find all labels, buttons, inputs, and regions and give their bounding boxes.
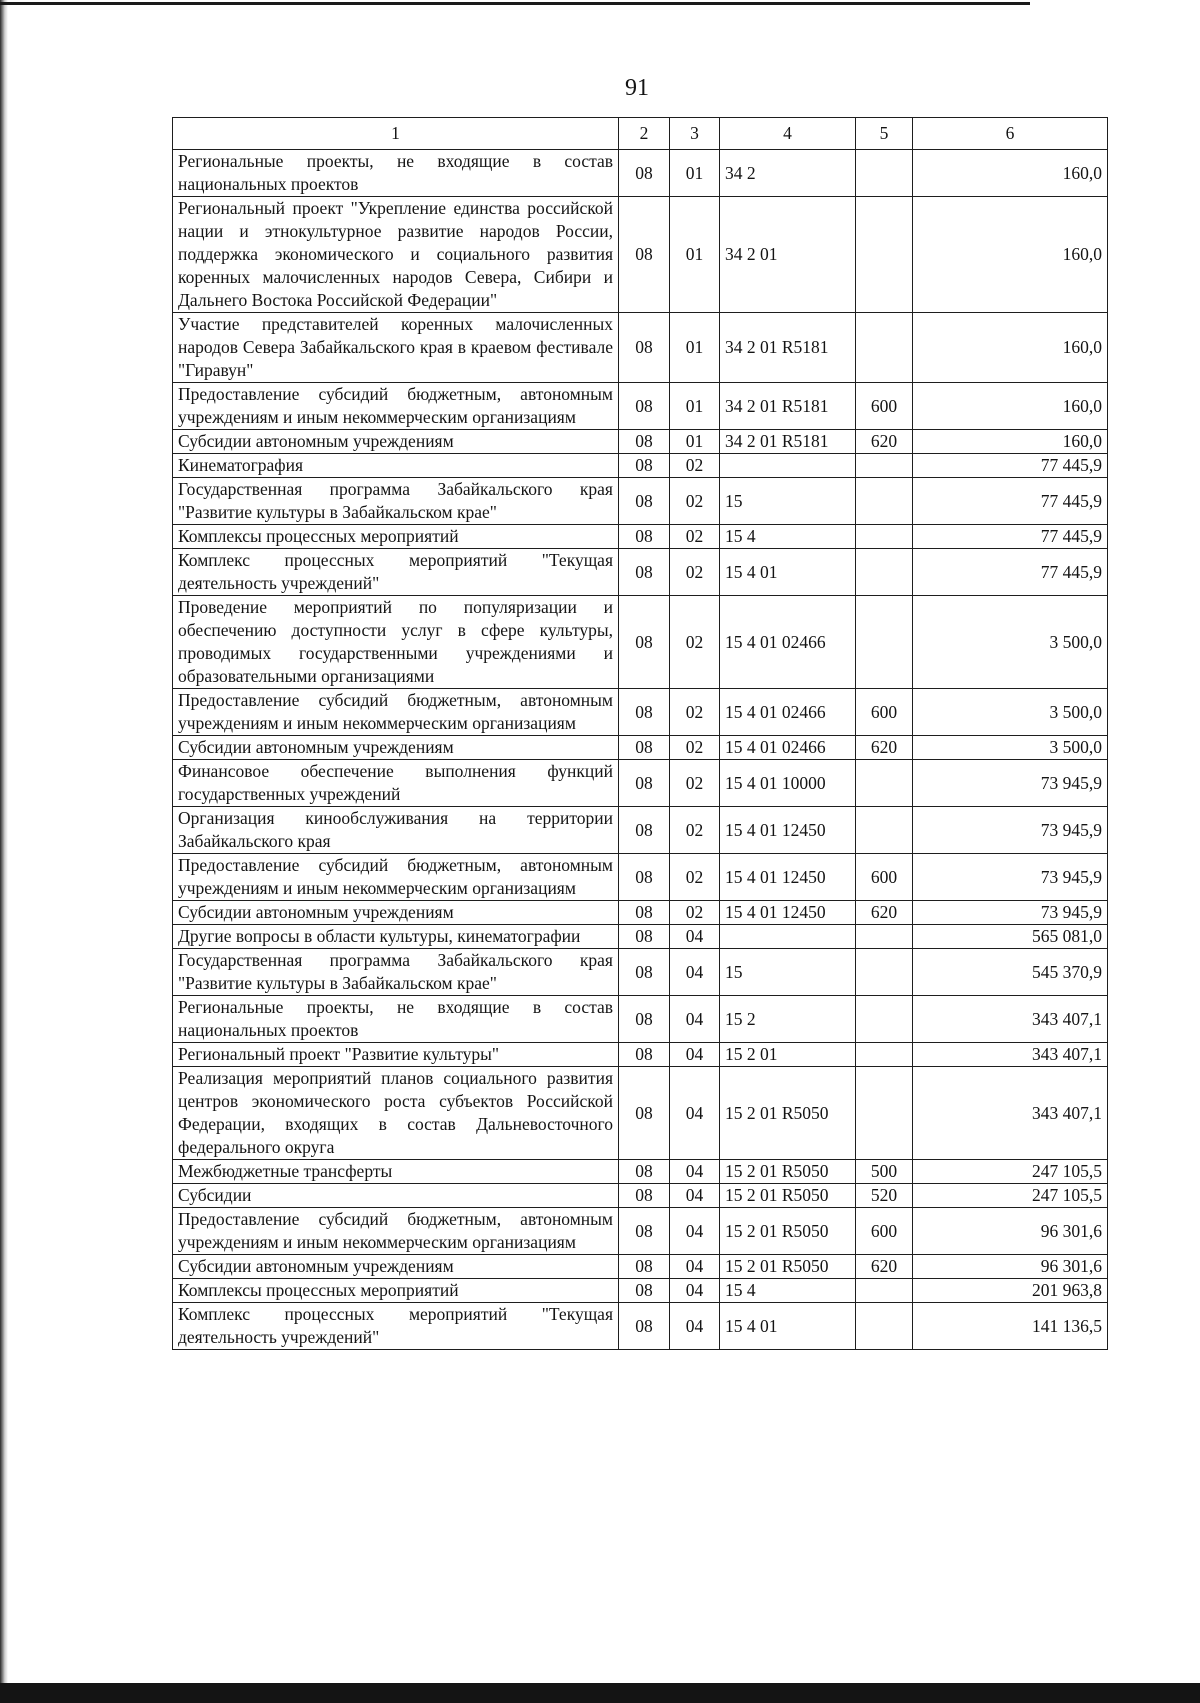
table-row: [173, 383, 1108, 430]
table-row: [173, 760, 1108, 807]
target-code-cell: 15 4 01 12450: [720, 901, 856, 925]
table-row: [173, 1160, 1108, 1184]
chapter-cell: 08: [619, 313, 670, 383]
target-code-cell: 15 4 01 02466: [720, 596, 856, 689]
chapter-cell: 08: [619, 1184, 670, 1208]
expense-type-cell: [856, 596, 913, 689]
target-code-cell: 15 2 01: [720, 1043, 856, 1067]
subsection-cell: 02: [670, 901, 720, 925]
row-name-cell: Проведение мероприятий по популяризации и обеспечению доступности услуг в сфере культуры, проводимых государственными учреждениями и образовательными организациями: [173, 596, 619, 689]
table-row: [173, 925, 1108, 949]
expense-type-cell: [856, 949, 913, 996]
chapter-cell: 08: [619, 454, 670, 478]
column-header-1: 1: [173, 118, 619, 150]
table-row: [173, 197, 1108, 313]
expense-type-cell: 600: [856, 689, 913, 736]
expense-type-cell: [856, 996, 913, 1043]
expense-type-cell: 600: [856, 1208, 913, 1255]
target-code-cell: 34 2 01 R5181: [720, 313, 856, 383]
expense-type-cell: [856, 197, 913, 313]
table-header: [173, 118, 1108, 150]
row-name-cell: Субсидии автономным учреждениям: [173, 901, 619, 925]
row-name-cell: Участие представителей коренных малочисленных народов Севера Забайкальского края в краевом фестивале "Гиравун": [173, 313, 619, 383]
table-row: [173, 1279, 1108, 1303]
subsection-cell: 02: [670, 596, 720, 689]
amount-cell: 3 500,0: [913, 736, 1108, 760]
row-name-cell: Предоставление субсидий бюджетным, автономным учреждениям и иным некоммерческим организациям: [173, 689, 619, 736]
amount-cell: 247 105,5: [913, 1184, 1108, 1208]
expense-type-cell: [856, 807, 913, 854]
target-code-cell: 34 2 01 R5181: [720, 383, 856, 430]
amount-cell: 73 945,9: [913, 901, 1108, 925]
subsection-cell: 04: [670, 1208, 720, 1255]
target-code-cell: 15 4: [720, 1279, 856, 1303]
amount-cell: 160,0: [913, 150, 1108, 197]
row-name-cell: Субсидии автономным учреждениям: [173, 1255, 619, 1279]
table-row: [173, 854, 1108, 901]
target-code-cell: 15 2 01 R5050: [720, 1067, 856, 1160]
expense-type-cell: [856, 760, 913, 807]
expense-type-cell: 600: [856, 854, 913, 901]
row-name-cell: Реализация мероприятий планов социального развития центров экономического роста субъектов Российской Федерации, входящих в состав Дальневосточного федерального округа: [173, 1067, 619, 1160]
chapter-cell: 08: [619, 1160, 670, 1184]
chapter-cell: 08: [619, 925, 670, 949]
expense-type-cell: [856, 150, 913, 197]
expense-type-cell: [856, 1303, 913, 1350]
expense-type-cell: [856, 925, 913, 949]
table-row: [173, 478, 1108, 525]
amount-cell: 160,0: [913, 430, 1108, 454]
table-row: [173, 150, 1108, 197]
table-row: [173, 1303, 1108, 1350]
header-row: [173, 118, 1108, 150]
table-row: [173, 996, 1108, 1043]
subsection-cell: 04: [670, 1184, 720, 1208]
chapter-cell: 08: [619, 478, 670, 525]
subsection-cell: 04: [670, 1279, 720, 1303]
target-code-cell: 15 2 01 R5050: [720, 1208, 856, 1255]
amount-cell: 3 500,0: [913, 596, 1108, 689]
row-name-cell: Предоставление субсидий бюджетным, автономным учреждениям и иным некоммерческим организациям: [173, 383, 619, 430]
subsection-cell: 04: [670, 1303, 720, 1350]
table-row: [173, 736, 1108, 760]
row-name-cell: Предоставление субсидий бюджетным, автономным учреждениям и иным некоммерческим организациям: [173, 854, 619, 901]
amount-cell: 73 945,9: [913, 760, 1108, 807]
amount-cell: 141 136,5: [913, 1303, 1108, 1350]
table-row: [173, 807, 1108, 854]
subsection-cell: 02: [670, 525, 720, 549]
amount-cell: 565 081,0: [913, 925, 1108, 949]
target-code-cell: 15 2: [720, 996, 856, 1043]
subsection-cell: 04: [670, 1067, 720, 1160]
subsection-cell: 04: [670, 996, 720, 1043]
expense-type-cell: 620: [856, 901, 913, 925]
row-name-cell: Финансовое обеспечение выполнения функций государственных учреждений: [173, 760, 619, 807]
expense-type-cell: 620: [856, 736, 913, 760]
target-code-cell: 15: [720, 949, 856, 996]
table-row: [173, 689, 1108, 736]
expense-type-cell: [856, 1043, 913, 1067]
chapter-cell: 08: [619, 1279, 670, 1303]
expense-type-cell: [856, 478, 913, 525]
amount-cell: 343 407,1: [913, 1043, 1108, 1067]
amount-cell: 3 500,0: [913, 689, 1108, 736]
expense-type-cell: [856, 1067, 913, 1160]
amount-cell: 247 105,5: [913, 1160, 1108, 1184]
target-code-cell: 15 4 01: [720, 1303, 856, 1350]
target-code-cell: 15 2 01 R5050: [720, 1255, 856, 1279]
subsection-cell: 01: [670, 150, 720, 197]
table-row: [173, 549, 1108, 596]
table-row: [173, 901, 1108, 925]
target-code-cell: 34 2: [720, 150, 856, 197]
target-code-cell: 15 4 01 12450: [720, 807, 856, 854]
column-header-4: 4: [720, 118, 856, 150]
chapter-cell: 08: [619, 1303, 670, 1350]
target-code-cell: 34 2 01: [720, 197, 856, 313]
amount-cell: 73 945,9: [913, 807, 1108, 854]
target-code-cell: [720, 925, 856, 949]
expense-type-cell: 620: [856, 430, 913, 454]
table-row: [173, 454, 1108, 478]
subsection-cell: 02: [670, 760, 720, 807]
page-number: 91: [625, 75, 649, 101]
amount-cell: 77 445,9: [913, 478, 1108, 525]
chapter-cell: 08: [619, 901, 670, 925]
chapter-cell: 08: [619, 525, 670, 549]
target-code-cell: [720, 454, 856, 478]
chapter-cell: 08: [619, 736, 670, 760]
scan-left-edge: [0, 0, 8, 1703]
chapter-cell: 08: [619, 854, 670, 901]
target-code-cell: 15: [720, 478, 856, 525]
table-body: [173, 150, 1108, 1350]
row-name-cell: Комплексы процессных мероприятий: [173, 1279, 619, 1303]
target-code-cell: 15 2 01 R5050: [720, 1184, 856, 1208]
amount-cell: 160,0: [913, 383, 1108, 430]
subsection-cell: 02: [670, 689, 720, 736]
row-name-cell: Субсидии автономным учреждениям: [173, 430, 619, 454]
target-code-cell: 15 4 01 02466: [720, 689, 856, 736]
chapter-cell: 08: [619, 760, 670, 807]
subsection-cell: 04: [670, 1160, 720, 1184]
target-code-cell: 15 2 01 R5050: [720, 1160, 856, 1184]
amount-cell: 96 301,6: [913, 1208, 1108, 1255]
row-name-cell: Предоставление субсидий бюджетным, автономным учреждениям и иным некоммерческим организациям: [173, 1208, 619, 1255]
chapter-cell: 08: [619, 596, 670, 689]
amount-cell: 343 407,1: [913, 1067, 1108, 1160]
budget-table: [172, 117, 1108, 1350]
table-row: [173, 949, 1108, 996]
table-row: [173, 1184, 1108, 1208]
amount-cell: 343 407,1: [913, 996, 1108, 1043]
expense-type-cell: 500: [856, 1160, 913, 1184]
target-code-cell: 15 4 01 10000: [720, 760, 856, 807]
row-name-cell: Комплекс процессных мероприятий "Текущая деятельность учреждений": [173, 1303, 619, 1350]
subsection-cell: 04: [670, 949, 720, 996]
expense-type-cell: 520: [856, 1184, 913, 1208]
chapter-cell: 08: [619, 1208, 670, 1255]
subsection-cell: 01: [670, 383, 720, 430]
target-code-cell: 15 4 01: [720, 549, 856, 596]
subsection-cell: 01: [670, 430, 720, 454]
subsection-cell: 02: [670, 549, 720, 596]
subsection-cell: 02: [670, 736, 720, 760]
target-code-cell: 34 2 01 R5181: [720, 430, 856, 454]
subsection-cell: 04: [670, 1043, 720, 1067]
chapter-cell: 08: [619, 996, 670, 1043]
target-code-cell: 15 4 01 12450: [720, 854, 856, 901]
amount-cell: 160,0: [913, 197, 1108, 313]
target-code-cell: 15 4 01 02466: [720, 736, 856, 760]
target-code-cell: 15 4: [720, 525, 856, 549]
subsection-cell: 01: [670, 197, 720, 313]
chapter-cell: 08: [619, 383, 670, 430]
row-name-cell: Государственная программа Забайкальского края "Развитие культуры в Забайкальском крае": [173, 478, 619, 525]
chapter-cell: 08: [619, 1255, 670, 1279]
row-name-cell: Региональные проекты, не входящие в состав национальных проектов: [173, 150, 619, 197]
amount-cell: 201 963,8: [913, 1279, 1108, 1303]
scan-top-line: [0, 2, 1030, 5]
row-name-cell: Организация кинообслуживания на территории Забайкальского края: [173, 807, 619, 854]
table-row: [173, 430, 1108, 454]
expense-type-cell: 620: [856, 1255, 913, 1279]
column-header-6: 6: [913, 118, 1108, 150]
expense-type-cell: [856, 549, 913, 596]
subsection-cell: 01: [670, 313, 720, 383]
row-name-cell: Субсидии автономным учреждениям: [173, 736, 619, 760]
subsection-cell: 02: [670, 478, 720, 525]
column-header-2: 2: [619, 118, 670, 150]
table-row: [173, 1043, 1108, 1067]
column-header-5: 5: [856, 118, 913, 150]
table-row: [173, 1067, 1108, 1160]
amount-cell: 77 445,9: [913, 454, 1108, 478]
row-name-cell: Кинематография: [173, 454, 619, 478]
amount-cell: 96 301,6: [913, 1255, 1108, 1279]
table-row: [173, 1208, 1108, 1255]
amount-cell: 73 945,9: [913, 854, 1108, 901]
row-name-cell: Комплексы процессных мероприятий: [173, 525, 619, 549]
expense-type-cell: [856, 454, 913, 478]
chapter-cell: 08: [619, 807, 670, 854]
row-name-cell: Комплекс процессных мероприятий "Текущая деятельность учреждений": [173, 549, 619, 596]
chapter-cell: 08: [619, 949, 670, 996]
row-name-cell: Государственная программа Забайкальского края "Развитие культуры в Забайкальском крае": [173, 949, 619, 996]
subsection-cell: 04: [670, 1255, 720, 1279]
row-name-cell: Межбюджетные трансферты: [173, 1160, 619, 1184]
amount-cell: 77 445,9: [913, 549, 1108, 596]
subsection-cell: 02: [670, 454, 720, 478]
chapter-cell: 08: [619, 197, 670, 313]
table-row: [173, 1255, 1108, 1279]
expense-type-cell: [856, 313, 913, 383]
row-name-cell: Региональные проекты, не входящие в состав национальных проектов: [173, 996, 619, 1043]
subsection-cell: 02: [670, 854, 720, 901]
scan-bottom-band: [0, 1683, 1200, 1703]
subsection-cell: 04: [670, 925, 720, 949]
table-row: [173, 525, 1108, 549]
chapter-cell: 08: [619, 689, 670, 736]
amount-cell: 77 445,9: [913, 525, 1108, 549]
chapter-cell: 08: [619, 430, 670, 454]
expense-type-cell: [856, 1279, 913, 1303]
table-row: [173, 313, 1108, 383]
row-name-cell: Субсидии: [173, 1184, 619, 1208]
row-name-cell: Региональный проект "Развитие культуры": [173, 1043, 619, 1067]
amount-cell: 160,0: [913, 313, 1108, 383]
subsection-cell: 02: [670, 807, 720, 854]
table-row: [173, 596, 1108, 689]
chapter-cell: 08: [619, 1067, 670, 1160]
row-name-cell: Региональный проект "Укрепление единства российской нации и этнокультурное развитие народов России, поддержка экономического и социального развития коренных малочисленных народов Севера, Сибири и Дальнего Востока Российской Федерации": [173, 197, 619, 313]
expense-type-cell: 600: [856, 383, 913, 430]
column-header-3: 3: [670, 118, 720, 150]
chapter-cell: 08: [619, 1043, 670, 1067]
chapter-cell: 08: [619, 150, 670, 197]
expense-type-cell: [856, 525, 913, 549]
amount-cell: 545 370,9: [913, 949, 1108, 996]
row-name-cell: Другие вопросы в области культуры, кинематографии: [173, 925, 619, 949]
chapter-cell: 08: [619, 549, 670, 596]
